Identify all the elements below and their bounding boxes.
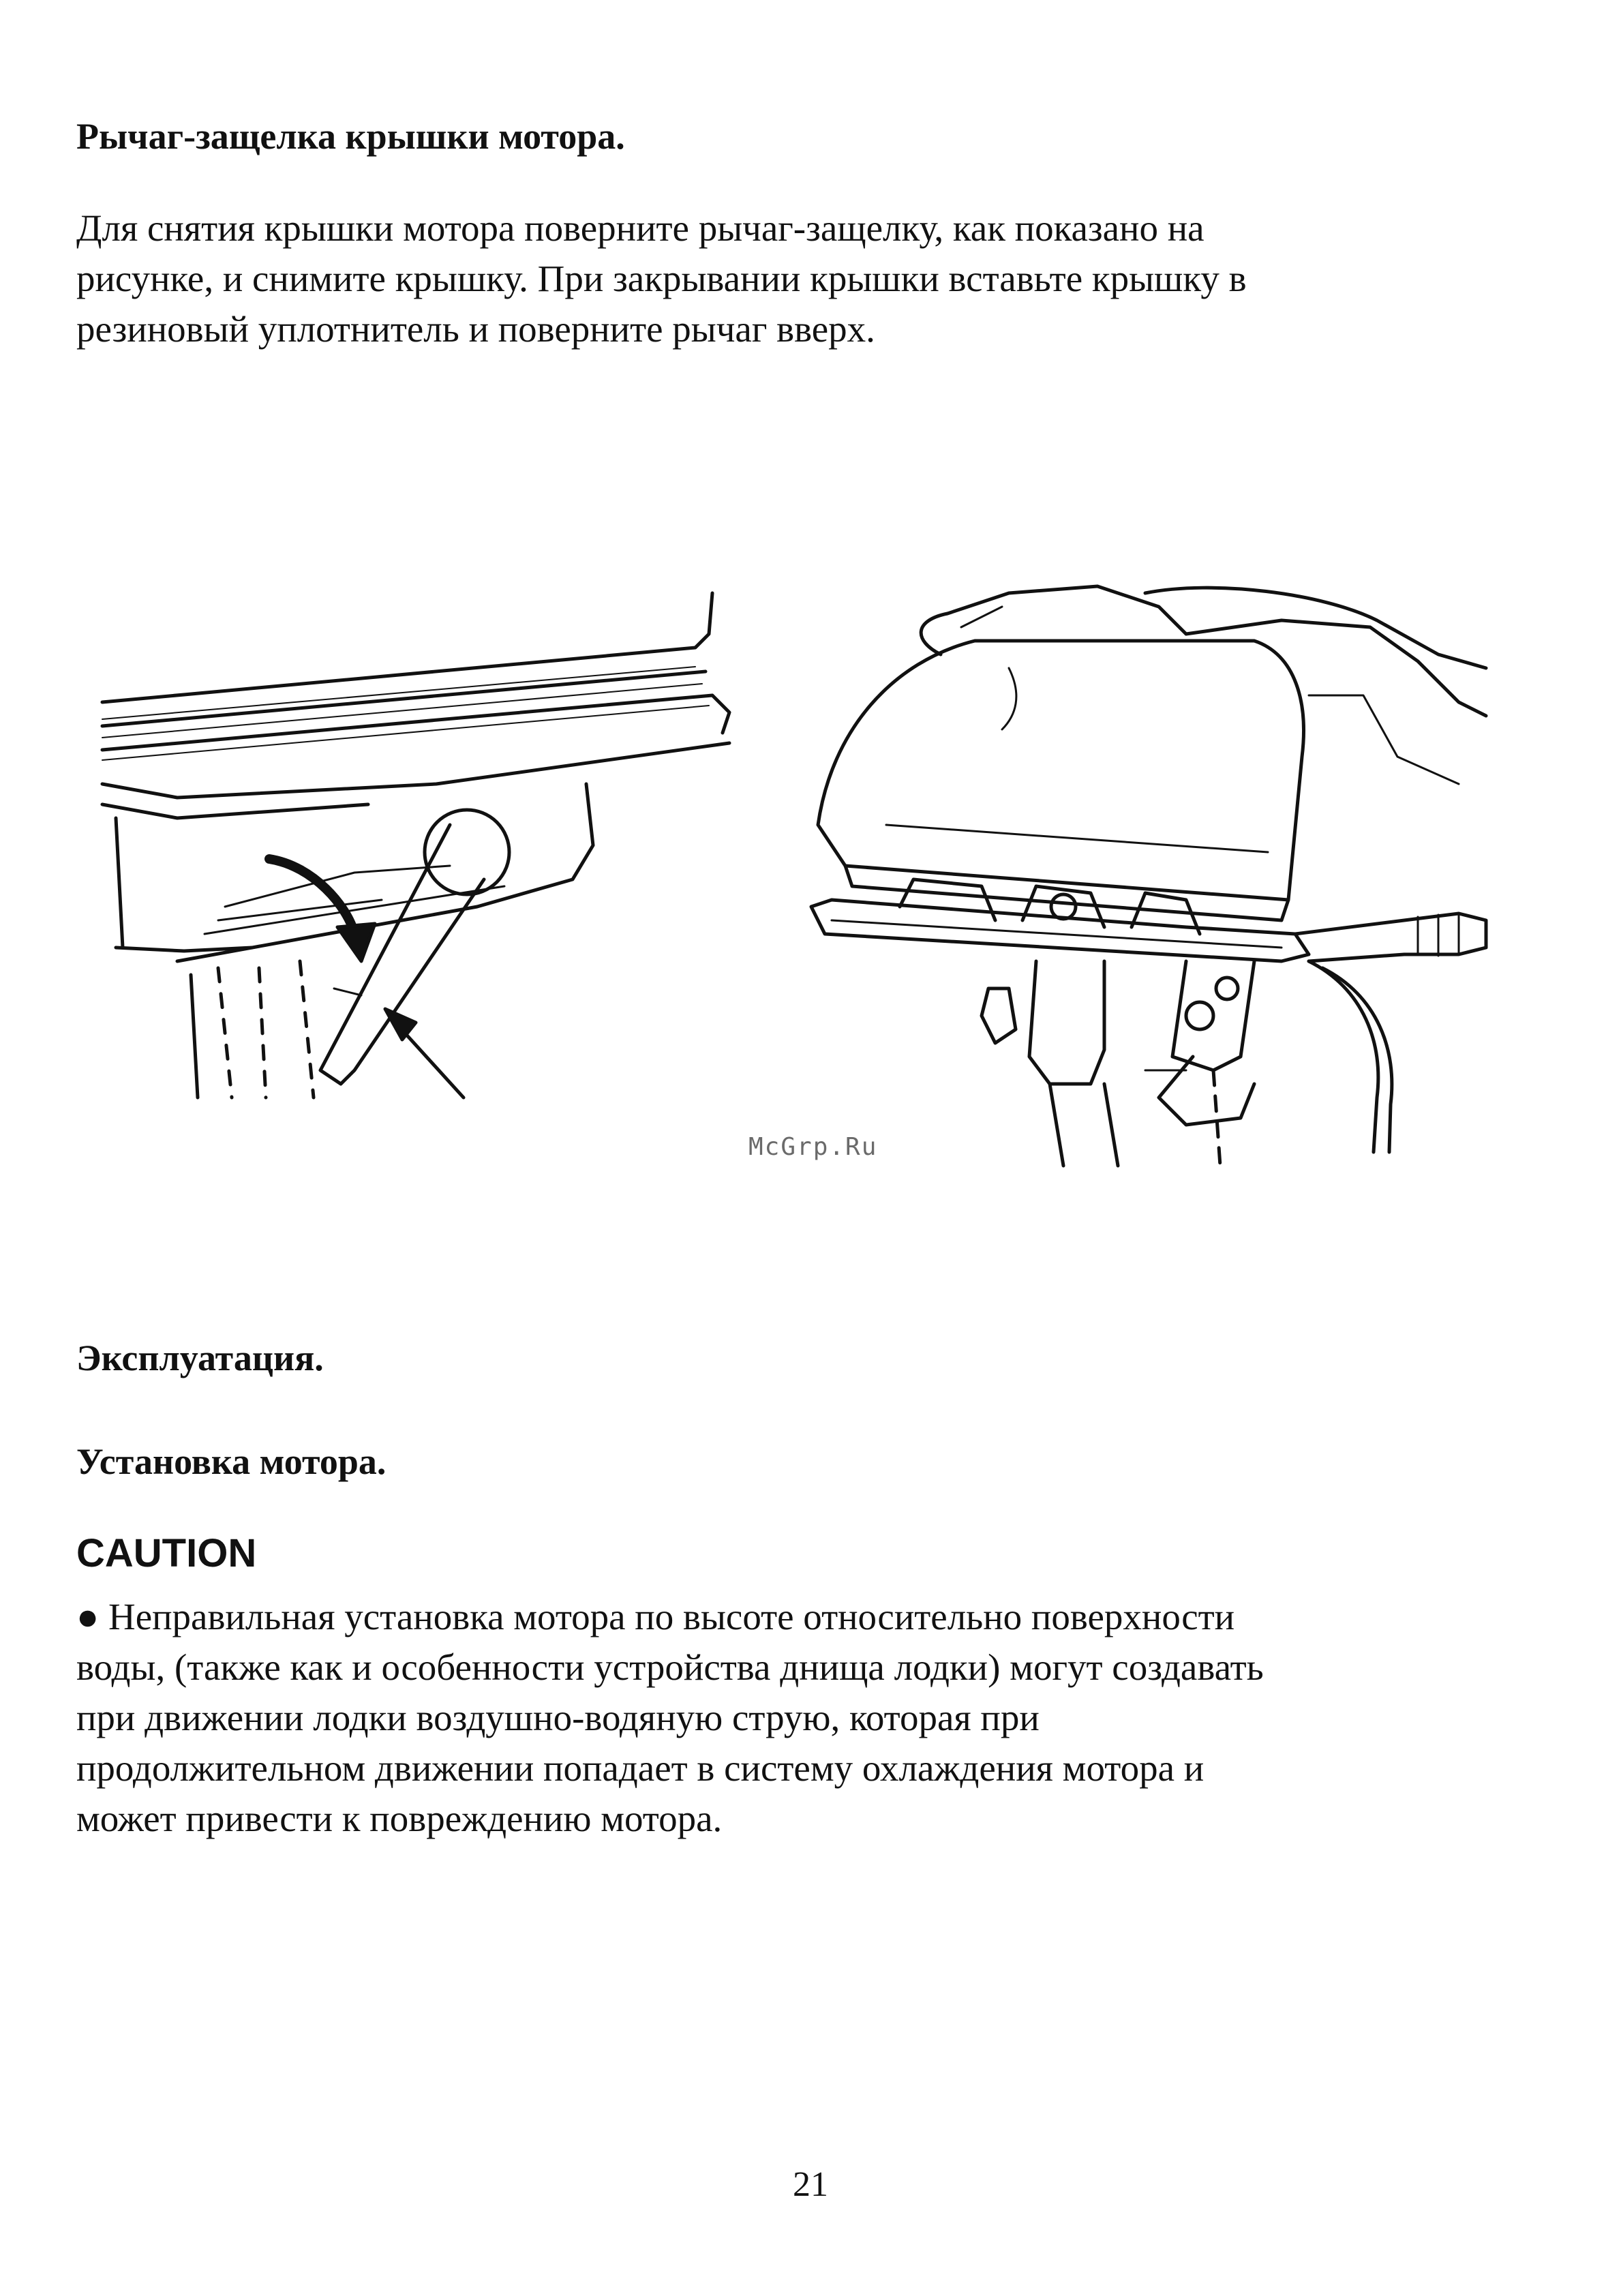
section-title-cover-latch: Рычаг-защелка крышки мотора. [76, 116, 625, 157]
section-title-operation: Эксплуатация. [76, 1338, 324, 1378]
caution-label: CAUTION [76, 1531, 257, 1575]
caution-paragraph [76, 1592, 1542, 1844]
paragraph-line: рисунке, и снимите крышку. При закрывании крышки вставьте крышку в [76, 258, 1247, 299]
cover-latch-paragraph [76, 203, 1542, 354]
paragraph-line: резиновый уплотнитель и поверните рычаг вверх. [76, 308, 875, 350]
paragraph-line: Для снятия крышки мотора поверните рычаг-защелку, как показано на [76, 207, 1205, 249]
paragraph-line: при движении лодки воздушно-водяную струю, которая при [76, 1697, 1040, 1738]
paragraph-line: ● Неправильная установка мотора по высоте относительно поверхности [76, 1596, 1235, 1637]
watermark-label: McGrp.Ru [748, 1133, 878, 1161]
section-title-motor-installation: Установка мотора. [76, 1441, 387, 1482]
page-number: 21 [793, 2165, 828, 2204]
paragraph-line: продолжительном движении попадает в систему охлаждения мотора и [76, 1747, 1205, 1789]
paragraph-line: может привести к повреждению мотора. [76, 1798, 723, 1839]
paragraph-line: воды, (также как и особенности устройства днища лодки) могут создавать [76, 1646, 1264, 1688]
outboard-motor-cover-removal-drawing [804, 579, 1506, 1166]
cowling-latch-lever-drawing [95, 579, 743, 1118]
